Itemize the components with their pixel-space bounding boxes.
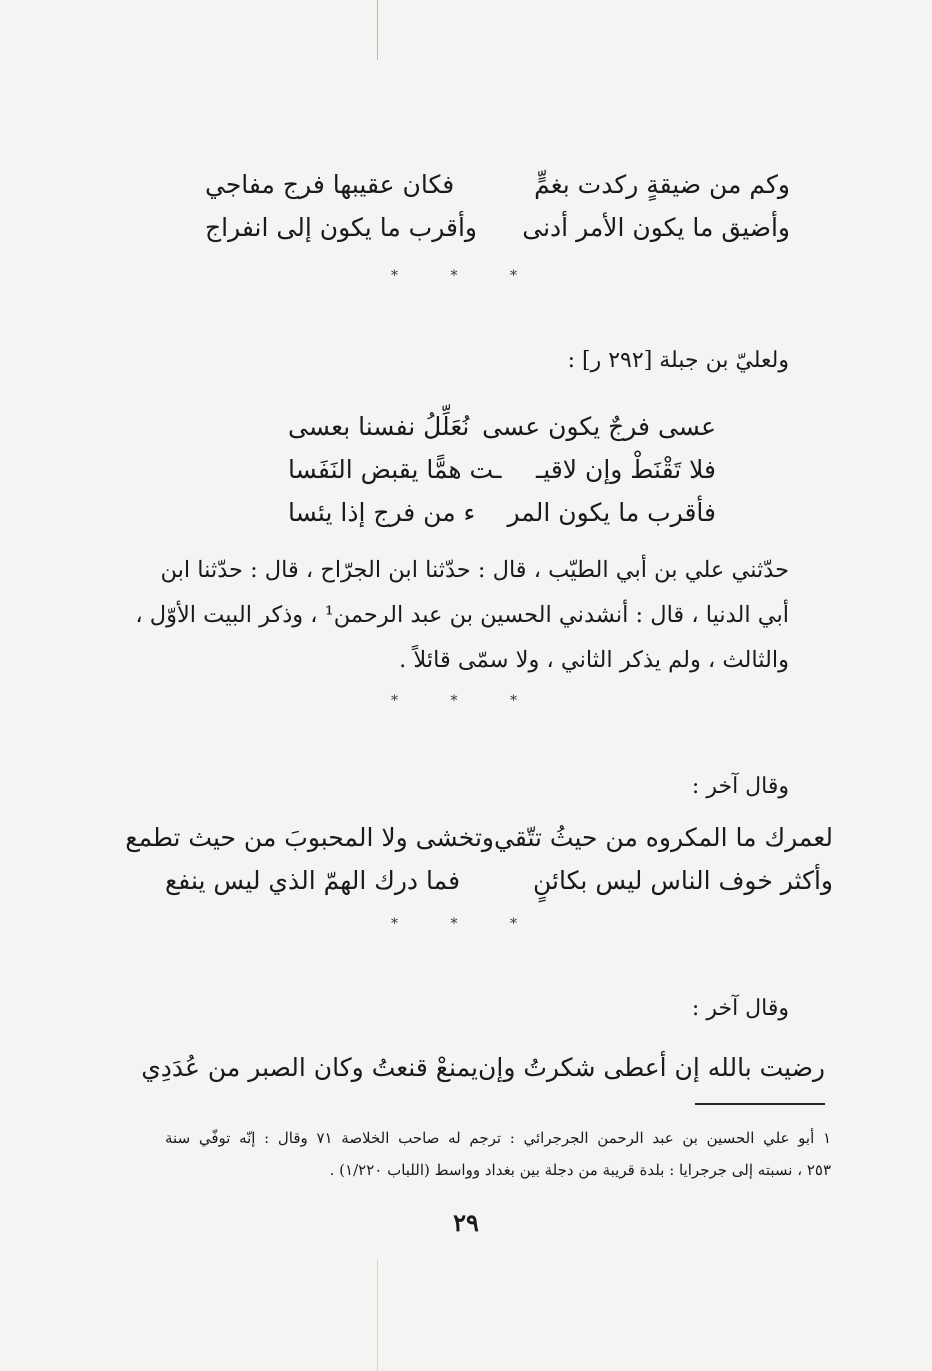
- poem-1: [205, 163, 790, 249]
- verse-hemistich-left: وتخشى ولا المحبوبَ من حيث تطمع: [125, 823, 494, 852]
- binding-line-bottom: [377, 1260, 378, 1371]
- verse-hemistich-left: فكان عقيبها فرج مفاجي: [205, 170, 455, 199]
- poem-2: [288, 405, 716, 534]
- poem-3: [125, 816, 833, 902]
- poem-4: [141, 1046, 825, 1089]
- verse-hemistich-right: وأضيق ما يكون الأمر أدنى: [522, 213, 790, 242]
- prose-line: والثالث ، ولم يذكر الثاني ، ولا سمّى قائلاً .: [399, 647, 789, 673]
- verse-hemistich-right: وكم من ضيقةٍ ركدت بغمٍّ: [534, 170, 790, 199]
- prose-line: أبي الدنيا ، قال : أنشدني الحسين بن عبد الرحمن¹ ، وذكر البيت الأوّل ،: [135, 602, 789, 628]
- verse-hemistich-left: وأقرب ما يكون إلى انفراج: [205, 213, 477, 242]
- verse-hemistich-left: نُعَلِّلُ نفسنا بعسى: [288, 412, 470, 441]
- section-separator: * * *: [391, 916, 541, 932]
- section-separator: * * *: [391, 268, 541, 284]
- verse-hemistich-right: فلا تَقْنَطْ وإن لاقيـ: [535, 455, 716, 484]
- verse-hemistich-left: يمنعْ قنعتُ وكان الصبر من عُدَدِي: [141, 1053, 479, 1082]
- poem-attribution: ولعليّ بن جبلة [٢٩٢ ر] :: [567, 348, 789, 373]
- narration-paragraph: [135, 548, 789, 683]
- footnote: [165, 1122, 831, 1186]
- verse-hemistich-right: وأكثر خوف الناس ليس بكائنٍ: [533, 866, 833, 895]
- verse-hemistich-left: ء من فرج إذا يئسا: [288, 498, 476, 527]
- footnote-line: ٢٥٣ ، نسبته إلى جرجرايا : بلدة قريبة من دجلة بين بغداد وواسط (اللباب ١/٢٢٠) .: [329, 1161, 831, 1179]
- prose-line: حدّثني علي بن أبي الطيّب ، قال : حدّثنا ابن الجرّاح ، قال : حدّثنا ابن: [160, 557, 789, 583]
- page-number: ٢٩: [453, 1208, 479, 1237]
- verse-hemistich-right: عسى فرجٌ يكون عسى: [482, 412, 716, 441]
- binding-line-top: [377, 0, 378, 60]
- verse-line: [125, 816, 833, 859]
- footnote-rule: [695, 1103, 825, 1105]
- verse-line: [205, 163, 790, 206]
- verse-hemistich-right: فأقرب ما يكون المر: [507, 498, 716, 527]
- verse-hemistich-left: ـت همًّا يقبض النَفَسا: [288, 455, 502, 484]
- verse-line: [205, 206, 790, 249]
- verse-line: [288, 491, 716, 534]
- verse-hemistich-left: فما درك الهمّ الذي ليس ينفع: [165, 866, 461, 895]
- verse-hemistich-right: لعمرك ما المكروه من حيثُ تتّقي: [493, 823, 833, 852]
- verse-hemistich-right: رضيت بالله إن أعطى شكرتُ وإن: [478, 1053, 825, 1082]
- footnote-line: ١ أبو علي الحسين بن عبد الرحمن الجرجرائي : ترجم له صاحب الخلاصة ٧١ وقال : إنّه توفّي سنة: [165, 1129, 831, 1147]
- poem-attribution: وقال آخر :: [691, 774, 789, 799]
- section-separator: * * *: [391, 693, 541, 709]
- poem-attribution: وقال آخر :: [691, 996, 789, 1021]
- verse-line: [288, 448, 716, 491]
- verse-line: [141, 1046, 825, 1089]
- verse-line: [165, 859, 833, 902]
- verse-line: [288, 405, 716, 448]
